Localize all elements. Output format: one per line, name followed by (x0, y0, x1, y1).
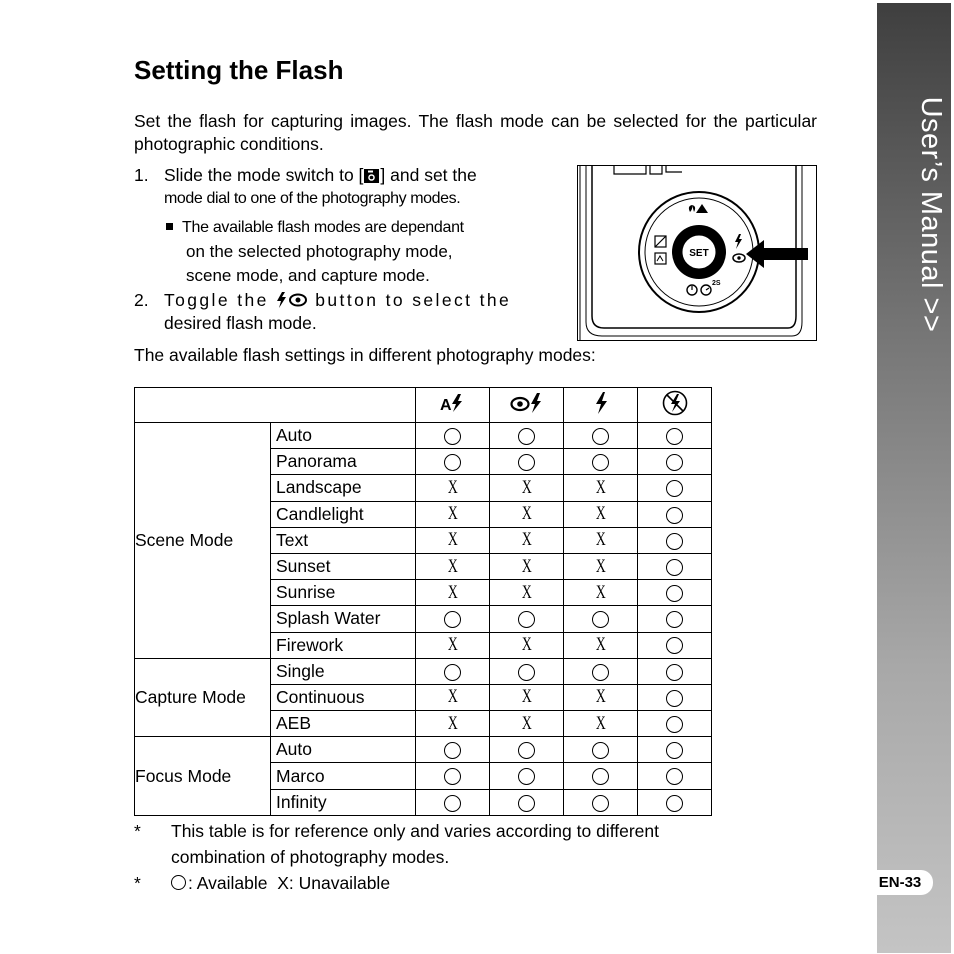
unavailable-x-mark: X (595, 529, 606, 551)
availability-cell (490, 684, 564, 710)
unavailable-x-mark: X (447, 476, 458, 498)
auto-flash-icon (440, 393, 466, 413)
table-row (135, 658, 712, 684)
unavailable-x-mark: X (447, 503, 458, 525)
unavailable-x-mark: X (595, 686, 606, 708)
availability-cell (490, 711, 564, 737)
unavailable-x-mark: X (447, 581, 458, 603)
available-circle-icon (592, 768, 609, 785)
availability-cell (564, 711, 638, 737)
header-auto-flash (416, 388, 490, 423)
mode-name: Panorama (271, 449, 416, 475)
available-circle-icon (666, 768, 683, 785)
unavailable-x-mark: X (521, 555, 532, 577)
availability-cell (416, 711, 490, 737)
available-circle-icon (592, 664, 609, 681)
available-circle-icon (592, 454, 609, 471)
availability-cell (564, 475, 638, 501)
available-circle-icon (444, 768, 461, 785)
availability-cell (564, 449, 638, 475)
header-red-eye-flash (490, 388, 564, 423)
unavailable-x-mark: X (521, 712, 532, 734)
available-circle-icon (592, 428, 609, 445)
available-circle-icon (592, 742, 609, 759)
available-circle-icon (444, 795, 461, 812)
available-circle-icon (518, 454, 535, 471)
step-2 (134, 289, 544, 337)
table-header-row (135, 388, 712, 423)
unavailable-x-mark: X (447, 555, 458, 577)
availability-cell (416, 658, 490, 684)
availability-cell (638, 684, 712, 710)
available-circle-icon (592, 611, 609, 628)
mode-name: Sunrise (271, 580, 416, 606)
mode-group-label: Capture Mode (135, 658, 271, 737)
table-row (135, 423, 712, 449)
available-circle-icon (592, 795, 609, 812)
table-header-blank (135, 388, 416, 423)
unavailable-x-mark: X (521, 686, 532, 708)
availability-cell (416, 737, 490, 763)
availability-cell (490, 501, 564, 527)
availability-cell (638, 527, 712, 553)
mode-name: AEB (271, 711, 416, 737)
available-circle-icon (666, 585, 683, 602)
availability-cell (564, 737, 638, 763)
page-number: EN-33 (867, 870, 933, 895)
available-circle-icon (444, 664, 461, 681)
mode-name: Single (271, 658, 416, 684)
mode-name: Text (271, 527, 416, 553)
mode-name: Continuous (271, 684, 416, 710)
availability-cell (490, 658, 564, 684)
available-circle-icon (171, 875, 186, 890)
availability-cell (564, 632, 638, 658)
step-number: 1. (134, 165, 149, 185)
availability-cell (490, 553, 564, 579)
unavailable-x-mark: X (447, 529, 458, 551)
available-circle-icon (666, 533, 683, 550)
availability-cell (416, 423, 490, 449)
availability-cell (638, 449, 712, 475)
step-1 (134, 164, 544, 214)
svg-text:A: A (439, 396, 452, 413)
camera-control-illustration (577, 165, 817, 341)
available-circle-icon (666, 480, 683, 497)
availability-cell (490, 449, 564, 475)
forced-flash-icon (593, 391, 609, 415)
availability-cell (564, 501, 638, 527)
available-circle-icon (518, 742, 535, 759)
table-body (135, 423, 712, 816)
availability-cell (638, 475, 712, 501)
flash-settings-table (134, 387, 712, 816)
unavailable-x-mark: X (595, 555, 606, 577)
availability-cell (638, 658, 712, 684)
bullet-square-icon (166, 223, 173, 230)
available-circle-icon (444, 428, 461, 445)
availability-cell (416, 684, 490, 710)
availability-cell (638, 632, 712, 658)
available-circle-icon (666, 716, 683, 733)
availability-cell (490, 632, 564, 658)
available-settings-intro: The available flash settings in different photography modes: (134, 345, 596, 365)
flash-off-icon (662, 390, 688, 416)
available-circle-icon (518, 795, 535, 812)
availability-cell (564, 763, 638, 789)
availability-cell (490, 763, 564, 789)
availability-cell (490, 737, 564, 763)
set-button-label: SET (689, 248, 709, 259)
camera-mode-icon (363, 168, 380, 184)
footnote-reference: * This table is for reference only and varies according to different combination of photography modes. (134, 821, 659, 867)
availability-cell (638, 711, 712, 737)
availability-cell (490, 789, 564, 815)
mode-group-label: Focus Mode (135, 737, 271, 816)
availability-cell (564, 789, 638, 815)
unavailable-x-mark: X (447, 686, 458, 708)
availability-cell (564, 684, 638, 710)
step-2-line-2: desired flash mode. (164, 313, 317, 333)
availability-cell (416, 580, 490, 606)
availability-cell (490, 475, 564, 501)
unavailable-x-mark: X (595, 503, 606, 525)
table-row (135, 737, 712, 763)
mode-name: Landscape (271, 475, 416, 501)
availability-cell (416, 606, 490, 632)
availability-cell (564, 423, 638, 449)
availability-cell (490, 423, 564, 449)
available-circle-icon (666, 428, 683, 445)
unavailable-x-mark: X (595, 476, 606, 498)
availability-cell (638, 553, 712, 579)
availability-cell (564, 606, 638, 632)
mode-name: Firework (271, 632, 416, 658)
availability-cell (416, 789, 490, 815)
available-circle-icon (666, 559, 683, 576)
available-circle-icon (518, 611, 535, 628)
unavailable-x-mark: X (447, 712, 458, 734)
unavailable-x-mark: X (595, 634, 606, 656)
availability-cell (416, 553, 490, 579)
mode-name: Splash Water (271, 606, 416, 632)
availability-cell (490, 527, 564, 553)
available-circle-icon (444, 611, 461, 628)
availability-cell (638, 737, 712, 763)
availability-cell (416, 763, 490, 789)
unavailable-x-mark: X (447, 634, 458, 656)
availability-cell (490, 580, 564, 606)
availability-cell (638, 789, 712, 815)
mode-name: Candlelight (271, 501, 416, 527)
available-circle-icon (666, 454, 683, 471)
available-circle-icon (666, 507, 683, 524)
footnote-legend: * : Available X: Unavailable (134, 873, 391, 893)
two-second-timer-label: 2S (712, 280, 721, 287)
availability-cell (638, 763, 712, 789)
step-1-line-1: Slide the mode switch to [ ] and set the (164, 165, 477, 185)
available-circle-icon (666, 664, 683, 681)
flash-button-icon (276, 291, 308, 309)
unavailable-x-mark: X (521, 476, 532, 498)
unavailable-x-mark: X (521, 634, 532, 656)
mode-name: Auto (271, 423, 416, 449)
availability-cell (638, 606, 712, 632)
availability-cell (564, 658, 638, 684)
available-circle-icon (666, 742, 683, 759)
available-circle-icon (666, 795, 683, 812)
mode-group-label: Scene Mode (135, 423, 271, 659)
step-number: 2. (134, 290, 149, 310)
bullet-note: The available flash modes are dependant on the selected photography mode, scene mode, and capture mode. (164, 216, 544, 288)
unavailable-x-mark: X (521, 581, 532, 603)
unavailable-x-mark: X (521, 529, 532, 551)
availability-cell (638, 423, 712, 449)
available-circle-icon (444, 454, 461, 471)
availability-cell (638, 501, 712, 527)
availability-cell (416, 632, 490, 658)
step-1-line-2: mode dial to one of the photography modes. (164, 190, 461, 207)
header-forced-flash (564, 388, 638, 423)
availability-cell (416, 527, 490, 553)
mode-name: Sunset (271, 553, 416, 579)
availability-cell (490, 606, 564, 632)
available-circle-icon (666, 690, 683, 707)
availability-cell (564, 527, 638, 553)
availability-cell (564, 553, 638, 579)
availability-cell (416, 449, 490, 475)
availability-cell (564, 580, 638, 606)
red-eye-flash-icon (510, 392, 544, 414)
header-flash-off (638, 388, 712, 423)
page-title: Setting the Flash (134, 55, 344, 85)
mode-name: Marco (271, 763, 416, 789)
available-circle-icon (518, 428, 535, 445)
availability-cell (416, 475, 490, 501)
available-circle-icon (666, 637, 683, 654)
availability-cell (638, 580, 712, 606)
intro-paragraph: Set the flash for capturing images. The flash mode can be selected for the particular photographic conditions. (134, 111, 817, 154)
availability-cell (416, 501, 490, 527)
unavailable-x-mark: X (595, 712, 606, 734)
available-circle-icon (518, 664, 535, 681)
unavailable-x-mark: X (595, 581, 606, 603)
unavailable-x-mark: X (521, 503, 532, 525)
mode-name: Auto (271, 737, 416, 763)
available-circle-icon (518, 768, 535, 785)
available-circle-icon (444, 742, 461, 759)
mode-name: Infinity (271, 789, 416, 815)
available-circle-icon (666, 611, 683, 628)
step-2-line-1: Toggle the button to select the (164, 290, 512, 310)
